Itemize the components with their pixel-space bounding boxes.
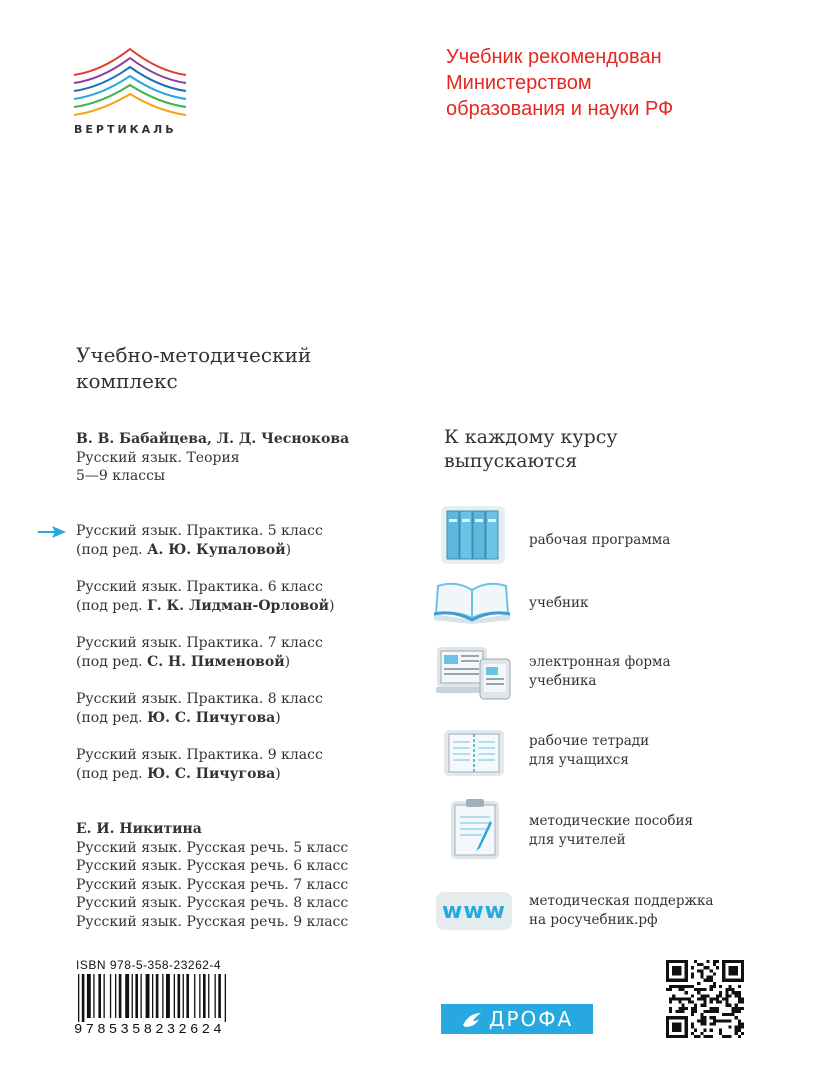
qr-module — [703, 1004, 706, 1007]
qr-module — [666, 988, 669, 991]
qr-module — [710, 1016, 713, 1019]
qr-module — [741, 1022, 744, 1025]
qr-module — [716, 1001, 719, 1004]
qr-module — [722, 997, 725, 1000]
barcode-bar — [87, 974, 91, 1018]
qr-module — [738, 1029, 741, 1032]
barcode-bar — [208, 974, 209, 1018]
qr-module — [697, 991, 700, 994]
resource-label: рабочая программа — [529, 532, 671, 548]
qr-module — [669, 985, 672, 988]
qr-module — [735, 1007, 738, 1010]
qr-module — [735, 1016, 738, 1019]
qr-module — [713, 972, 716, 975]
practice-prefix: (под ред. — [76, 597, 148, 614]
qr-module — [703, 1010, 706, 1013]
qr-module — [719, 991, 722, 994]
drofa-logo — [441, 1004, 593, 1034]
qr-module — [682, 1010, 685, 1013]
qr-module — [703, 979, 706, 982]
practice-item — [76, 578, 334, 615]
umk-heading-line: Учебно-методический — [76, 343, 312, 367]
practice-item — [76, 522, 323, 559]
qr-module — [694, 960, 697, 963]
qr-module — [710, 1035, 713, 1038]
qr-module — [716, 1010, 719, 1013]
qr-module — [700, 997, 703, 1000]
qr-module — [732, 988, 735, 991]
resource-label: методическая поддержка — [529, 893, 714, 909]
barcode-bar — [166, 974, 170, 1018]
qr-module — [722, 1013, 725, 1016]
qr-module — [725, 1004, 728, 1007]
qr-module — [700, 972, 703, 975]
qr-module — [700, 1016, 703, 1019]
qr-module — [697, 982, 700, 985]
qr-module — [741, 1007, 744, 1010]
qr-module — [707, 960, 710, 963]
qr-module — [716, 997, 719, 1000]
qr-module — [707, 966, 710, 969]
umk-heading — [76, 342, 311, 394]
qr-module — [713, 997, 716, 1000]
qr-module — [707, 976, 710, 979]
qr-module — [691, 976, 694, 979]
practice-editor: Ю. С. Пичугова — [147, 765, 276, 782]
qr-module — [694, 988, 697, 991]
publisher-name: ВЕРТИКАЛЬ — [74, 123, 177, 136]
qr-module — [710, 1007, 713, 1010]
qr-module — [728, 985, 731, 988]
qr-module — [735, 1010, 738, 1013]
qr-module — [678, 1001, 681, 1004]
qr-module — [694, 1010, 697, 1013]
notebook-icon — [443, 729, 505, 777]
qr-module — [669, 1007, 672, 1010]
qr-module — [735, 994, 738, 997]
practice-prefix: (под ред. — [76, 653, 148, 670]
qr-module — [691, 994, 694, 997]
speech-author: Е. И. Никитина — [76, 821, 202, 837]
qr-module — [738, 1026, 741, 1029]
barcode-bar — [78, 974, 79, 1022]
qr-module — [741, 1032, 744, 1035]
qr-module — [691, 972, 694, 975]
qr-module — [694, 1004, 697, 1007]
qr-module — [703, 1001, 706, 1004]
qr-module — [735, 1032, 738, 1035]
qr-module — [735, 1026, 738, 1029]
course-heading-line: выпускаются — [444, 450, 578, 472]
barcode-bar — [174, 974, 175, 1018]
barcode-bar — [98, 974, 101, 1018]
qr-module — [682, 997, 685, 1000]
qr-module — [703, 966, 706, 969]
qr-module — [691, 1032, 694, 1035]
qr-module — [694, 1029, 697, 1032]
qr-module — [738, 1007, 741, 1010]
qr-module — [732, 1010, 735, 1013]
barcode-bar — [162, 974, 163, 1018]
resource-label: для учащихся — [529, 752, 629, 768]
qr-module — [700, 969, 703, 972]
qr-module — [685, 985, 688, 988]
qr-module — [675, 985, 678, 988]
qr-module — [700, 1019, 703, 1022]
qr-module — [738, 994, 741, 997]
qr-module — [703, 1016, 706, 1019]
resource-label: рабочие тетради — [529, 733, 650, 749]
qr-module — [725, 1035, 728, 1038]
qr-module — [713, 1007, 716, 1010]
umk-heading-line: комплекс — [76, 369, 178, 393]
qr-module — [688, 985, 691, 988]
qr-module — [732, 1007, 735, 1010]
barcode-bar — [119, 974, 122, 1018]
qr-module — [697, 988, 700, 991]
qr-module — [716, 994, 719, 997]
qr-module — [710, 1029, 713, 1032]
recommendation-line: Министерством — [446, 72, 592, 94]
qr-module — [732, 1013, 735, 1016]
qr-module — [700, 1004, 703, 1007]
qr-module — [725, 1001, 728, 1004]
qr-module — [713, 963, 716, 966]
qr-module — [725, 997, 728, 1000]
qr-module — [725, 1019, 728, 1022]
theory-grades: 5—9 классы — [76, 468, 166, 484]
barcode — [76, 974, 252, 1022]
barcode-bar — [218, 974, 221, 1018]
practice-prefix: (под ред. — [76, 541, 148, 558]
qr-module — [728, 1013, 731, 1016]
barcode-bar — [104, 974, 105, 1018]
drofa-bird-icon — [461, 1009, 483, 1029]
qr-code — [666, 960, 744, 1038]
qr-module — [697, 969, 700, 972]
course-heading-line: К каждому курсу — [444, 426, 618, 448]
qr-module — [728, 1004, 731, 1007]
qr-module — [716, 966, 719, 969]
vertikal-arcs-icon — [70, 45, 190, 117]
speech-title: Русский язык. Русская речь. 8 класс — [76, 895, 349, 911]
practice-title: Русский язык. Практика. 7 класс — [76, 635, 323, 651]
qr-module — [669, 1001, 672, 1004]
qr-module — [710, 969, 713, 972]
barcode-bar — [215, 974, 216, 1018]
qr-module — [678, 1010, 681, 1013]
qr-module — [691, 966, 694, 969]
qr-module — [738, 991, 741, 994]
qr-module — [707, 979, 710, 982]
barcode-bar — [146, 974, 150, 1018]
qr-module — [735, 1029, 738, 1032]
practice-item — [76, 634, 323, 671]
recommendation-line: образования и науки РФ — [446, 98, 674, 120]
qr-module — [713, 1019, 716, 1022]
qr-module — [710, 1022, 713, 1025]
qr-module — [710, 979, 713, 982]
qr-module — [738, 997, 741, 1000]
practice-prefix: (под ред. — [76, 765, 148, 782]
qr-module — [738, 1001, 741, 1004]
qr-module — [697, 1019, 700, 1022]
practice-editor: Г. К. Лидман-Орловой — [147, 597, 329, 614]
speech-block — [76, 820, 348, 931]
qr-module — [722, 1035, 725, 1038]
speech-title: Русский язык. Русская речь. 9 класс — [76, 913, 349, 930]
qr-module — [703, 988, 706, 991]
qr-module — [725, 991, 728, 994]
qr-module — [719, 994, 722, 997]
qr-module — [694, 1035, 697, 1038]
barcode-bar — [125, 974, 129, 1018]
qr-module — [719, 1001, 722, 1004]
barcode-bar — [132, 974, 133, 1018]
qr-module — [728, 994, 731, 997]
qr-module — [710, 997, 713, 1000]
practice-prefix: (под ред. — [76, 709, 148, 726]
speech-title: Русский язык. Русская речь. 6 класс — [76, 858, 349, 874]
qr-module — [697, 1035, 700, 1038]
barcode-bar — [141, 974, 142, 1018]
qr-module — [728, 1035, 731, 1038]
qr-module — [703, 1035, 706, 1038]
qr-module — [725, 994, 728, 997]
qr-module — [675, 997, 678, 1000]
barcode-bar — [152, 974, 153, 1018]
qr-module — [722, 1019, 725, 1022]
practice-suffix: ) — [284, 653, 291, 670]
practice-editor: А. Ю. Купаловой — [147, 541, 286, 558]
qr-module — [732, 991, 735, 994]
barcode-bar — [110, 974, 111, 1018]
qr-module — [719, 1019, 722, 1022]
qr-module — [700, 976, 703, 979]
qr-module — [688, 1001, 691, 1004]
practice-suffix: ) — [275, 765, 281, 782]
qr-module — [725, 1013, 728, 1016]
course-heading — [444, 425, 618, 473]
resource-label: электронная форма — [529, 654, 671, 670]
qr-module — [700, 1032, 703, 1035]
qr-module — [700, 1013, 703, 1016]
qr-module — [716, 960, 719, 963]
barcode-bar — [203, 974, 206, 1018]
qr-module — [728, 1026, 731, 1029]
qr-module — [697, 997, 700, 1000]
qr-module — [713, 1010, 716, 1013]
practice-title: Русский язык. Практика. 6 класс — [76, 579, 323, 595]
speech-title: Русский язык. Русская речь. 5 класс — [76, 839, 349, 856]
qr-module — [716, 1007, 719, 1010]
qr-module — [738, 1022, 741, 1025]
qr-module — [682, 988, 685, 991]
qr-module — [738, 985, 741, 988]
qr-module — [700, 988, 703, 991]
qr-module — [738, 1035, 741, 1038]
qr-module — [719, 1032, 722, 1035]
barcode-bar — [82, 974, 85, 1022]
barcode-bar — [156, 974, 159, 1018]
qr-module — [682, 1004, 685, 1007]
qr-module — [672, 994, 675, 997]
qr-module — [688, 997, 691, 1000]
barcode-bar — [199, 974, 200, 1018]
theory-title: Русский язык. Теория — [76, 449, 240, 466]
practice-editor: С. Н. Пименовой — [147, 653, 285, 670]
qr-module — [685, 991, 688, 994]
www-icon-text: www — [442, 898, 506, 924]
qr-module — [710, 976, 713, 979]
qr-module — [691, 1001, 694, 1004]
qr-module — [707, 1035, 710, 1038]
qr-module — [678, 988, 681, 991]
qr-module — [669, 988, 672, 991]
devices-icon — [436, 645, 512, 701]
qr-module — [669, 997, 672, 1000]
qr-module — [691, 1022, 694, 1025]
barcode-bar — [178, 974, 181, 1018]
qr-module — [675, 1010, 678, 1013]
qr-module — [713, 1016, 716, 1019]
qr-module — [685, 997, 688, 1000]
qr-module — [725, 988, 728, 991]
speech-title: Русский язык. Русская речь. 7 класс — [76, 876, 349, 893]
open-book-icon — [430, 576, 514, 624]
barcode-digits: 9785358232624 — [74, 1022, 225, 1038]
practice-item — [76, 746, 323, 783]
qr-module — [691, 1010, 694, 1013]
qr-module — [691, 1026, 694, 1029]
qr-module — [685, 1007, 688, 1010]
qr-module — [672, 985, 675, 988]
resource-label: на росучебник.рф — [529, 912, 658, 928]
qr-module — [713, 985, 716, 988]
barcode-bar — [183, 974, 184, 1018]
qr-module — [691, 1013, 694, 1016]
qr-module — [691, 985, 694, 988]
qr-module — [710, 1001, 713, 1004]
qr-module — [703, 994, 706, 997]
qr-module — [672, 997, 675, 1000]
binders-icon — [440, 505, 506, 565]
qr-module — [713, 960, 716, 963]
resource-label: учебник — [529, 595, 589, 611]
resource-label: для учителей — [529, 832, 626, 848]
qr-module — [735, 1004, 738, 1007]
practice-title: Русский язык. Практика. 8 класс — [76, 691, 323, 707]
qr-module — [672, 1022, 681, 1031]
practice-title: Русский язык. Практика. 9 класс — [76, 747, 323, 763]
barcode-bar — [93, 974, 94, 1018]
resource-label: методические пособия — [529, 813, 694, 829]
qr-module — [703, 997, 706, 1000]
qr-module — [713, 1022, 716, 1025]
barcode-bar — [194, 974, 195, 1018]
qr-module — [678, 997, 681, 1000]
publisher-logo — [70, 45, 190, 140]
qr-module — [741, 1001, 744, 1004]
practice-title: Русский язык. Практика. 5 класс — [76, 523, 323, 539]
qr-module — [707, 994, 710, 997]
qr-module — [735, 991, 738, 994]
barcode-bar — [186, 974, 189, 1018]
qr-module — [728, 1019, 731, 1022]
theory-authors: В. В. Бабайцева, Л. Д. Чеснокова — [76, 431, 350, 447]
qr-module — [741, 997, 744, 1000]
qr-module — [682, 985, 685, 988]
current-book-arrow-icon — [38, 526, 66, 538]
qr-module — [703, 1022, 706, 1025]
qr-module — [710, 988, 713, 991]
practice-item — [76, 690, 323, 727]
qr-module — [703, 1019, 706, 1022]
qr-module — [716, 1019, 719, 1022]
recommendation-line: Учебник рекомендован — [446, 46, 662, 68]
qr-module — [728, 988, 731, 991]
drofa-logo-text: ДРОФА — [488, 1007, 574, 1031]
qr-module — [707, 1010, 710, 1013]
practice-suffix: ) — [275, 709, 281, 726]
barcode-bar — [115, 974, 116, 1018]
recommendation-text — [446, 44, 673, 122]
clipboard-icon — [450, 797, 500, 861]
qr-module — [700, 963, 703, 966]
practice-suffix: ) — [285, 541, 292, 558]
qr-module — [703, 1029, 706, 1032]
qr-module — [741, 1026, 744, 1029]
qr-module — [719, 985, 722, 988]
qr-module — [678, 985, 681, 988]
practice-editor: Ю. С. Пичугова — [147, 709, 276, 726]
qr-module — [691, 1007, 694, 1010]
barcode-bar — [135, 974, 138, 1018]
qr-module — [697, 963, 700, 966]
qr-module — [738, 1019, 741, 1022]
practice-suffix: ) — [329, 597, 335, 614]
theory-block — [76, 430, 349, 486]
resource-label: учебника — [529, 673, 597, 689]
qr-module — [672, 966, 681, 975]
qr-module — [700, 994, 703, 997]
qr-module — [669, 1010, 672, 1013]
qr-module — [682, 1007, 685, 1010]
qr-module — [710, 1010, 713, 1013]
qr-module — [710, 985, 713, 988]
isbn-text: ISBN 978-5-358-23262-4 — [76, 958, 222, 972]
qr-module — [694, 1007, 697, 1010]
qr-module — [719, 1029, 722, 1032]
qr-module — [713, 982, 716, 985]
qr-module — [728, 966, 737, 975]
qr-module — [678, 1007, 681, 1010]
www-icon — [436, 892, 512, 930]
barcode-bar — [225, 974, 226, 1022]
qr-module — [700, 1022, 703, 1025]
qr-module — [738, 1010, 741, 1013]
